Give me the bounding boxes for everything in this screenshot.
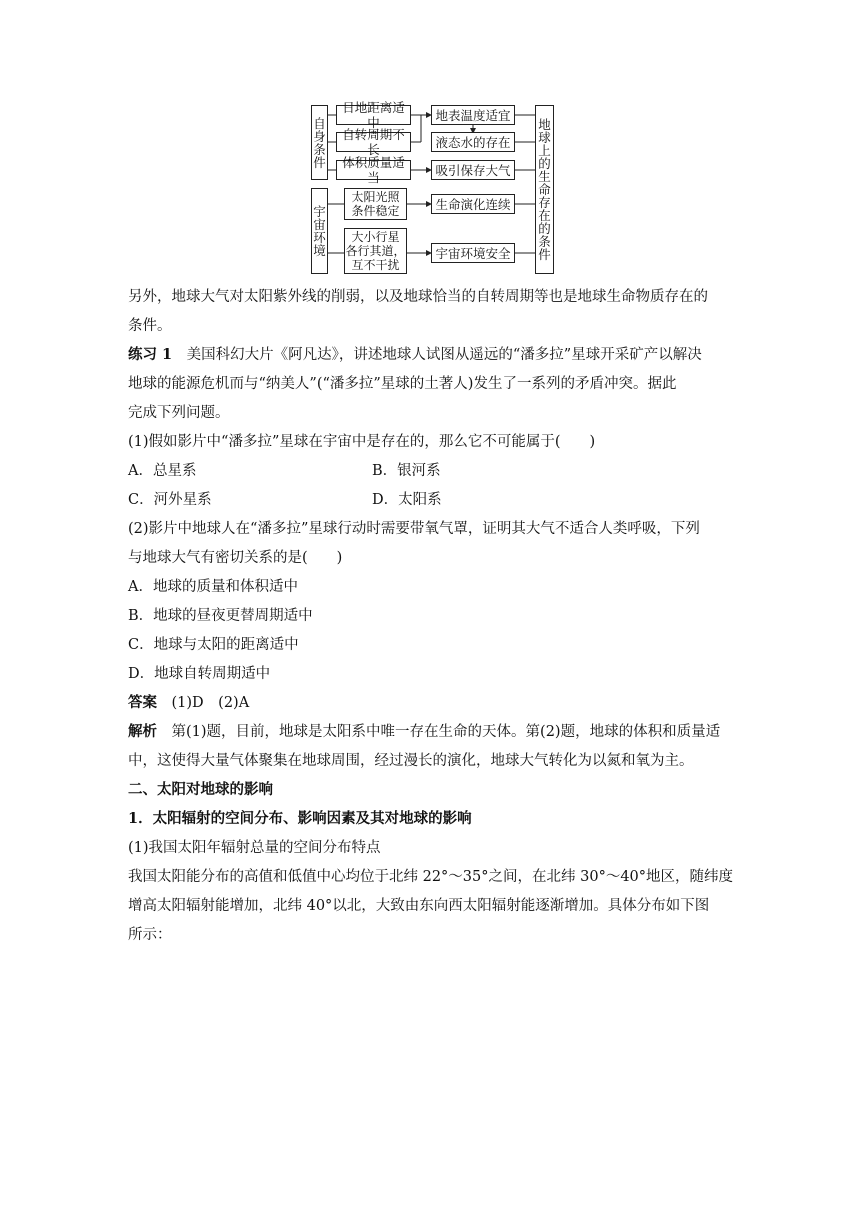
answer-value: (1)D (2)A xyxy=(157,695,250,711)
option-1d: D．太阳系 xyxy=(372,492,442,508)
explanation-line xyxy=(128,722,720,742)
option-1c: C．河外星系 xyxy=(128,492,212,508)
exercise-line xyxy=(128,345,702,365)
option-2d: D．地球自转周期适中 xyxy=(128,666,271,682)
subsubsection-heading: (1)我国太阳年辐射总量的空间分布特点 xyxy=(128,840,381,856)
group-self-label: 自身条件 xyxy=(311,105,328,180)
left-box-3: 体积质量适当 xyxy=(336,160,411,180)
paragraph-line: 我国太阳能分布的高值和低值中心均位于北纬 22°～35°之间，在北纬 30°～40°地区，随纬度 xyxy=(128,869,734,885)
option-1a: A．总星系 xyxy=(128,463,197,479)
section-heading: 二、太阳对地球的影响 xyxy=(128,781,273,798)
option-2c: C．地球与太阳的距离适中 xyxy=(128,637,299,653)
option-2a: A．地球的质量和体积适中 xyxy=(128,579,298,595)
paragraph-line: 条件。 xyxy=(128,318,172,334)
option-2b: B．地球的昼夜更替周期适中 xyxy=(128,608,313,624)
right-box-5: 宇宙环境安全 xyxy=(431,243,515,263)
answer-line xyxy=(128,693,249,713)
explanation-line: 中，这使得大量气体聚集在地球周围，经过漫长的演化，地球大气转化为以氮和氧为主。 xyxy=(128,753,694,769)
right-box-3: 吸引保存大气 xyxy=(431,160,515,180)
question-2-cont: 与地球大气有密切关系的是( ) xyxy=(128,550,343,566)
exercise-text: 美国科幻大片《阿凡达》，讲述地球人试图从遥远的“潘多拉”星球开采矿产以解决 xyxy=(172,347,702,363)
paragraph-line: 增高太阳辐射能增加，北纬 40°以北，大致由东向西太阳辐射能逐渐增加。具体分布如下图 xyxy=(128,898,710,914)
result-box: 地球上的生命存在的条件 xyxy=(535,105,554,274)
answer-label: 答案 xyxy=(128,694,157,711)
exercise-label: 练习 1 xyxy=(128,346,173,363)
right-box-2: 液态水的存在 xyxy=(431,132,515,152)
right-box-1: 地表温度适宜 xyxy=(431,105,515,125)
subsection-heading: 1．太阳辐射的空间分布、影响因素及其对地球的影响 xyxy=(128,810,472,827)
left-box-4: 太阳光照 条件稳定 xyxy=(344,188,407,220)
explanation-label: 解析 xyxy=(128,723,157,740)
question-1: (1)假如影片中“潘多拉”星球在宇宙中是存在的，那么它不可能属于( ) xyxy=(128,434,596,450)
option-1b: B．银河系 xyxy=(372,463,441,479)
question-2: (2)影片中地球人在“潘多拉”星球行动时需要带氧气罩，证明其大气不适合人类呼吸，下列 xyxy=(128,521,700,537)
paragraph-line: 所示： xyxy=(128,927,172,943)
paragraph-line: 另外，地球大气对太阳紫外线的削弱，以及地球恰当的自转周期等也是地球生命物质存在的 xyxy=(128,289,708,305)
life-conditions-diagram xyxy=(308,100,558,280)
explanation-text: 第(1)题，目前，地球是太阳系中唯一存在生命的天体。第(2)题，地球的体积和质量适 xyxy=(157,724,721,740)
group-cosmic-label: 宇宙环境 xyxy=(311,188,328,274)
left-box-1: 日地距离适中 xyxy=(336,105,411,125)
exercise-line: 完成下列问题。 xyxy=(128,405,230,421)
exercise-line: 地球的能源危机而与“纳美人”(“潘多拉”星球的土著人)发生了一系列的矛盾冲突。据此 xyxy=(128,376,677,392)
left-box-2: 自转周期不长 xyxy=(336,132,411,152)
right-box-4: 生命演化连续 xyxy=(431,194,515,214)
left-box-5: 大小行星 各行其道， 互不干扰 xyxy=(345,230,406,272)
